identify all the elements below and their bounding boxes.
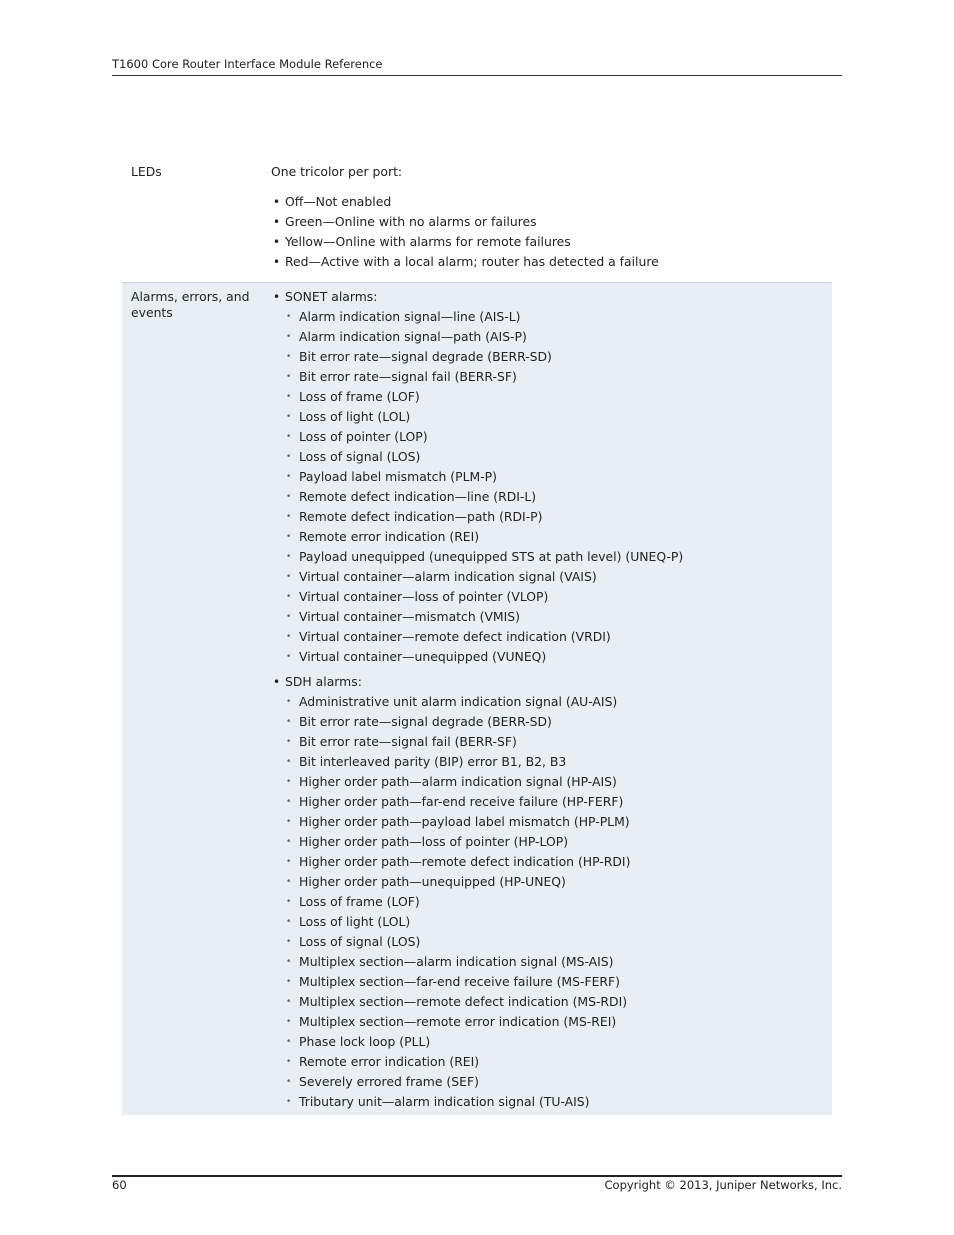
- spec-table: [122, 160, 832, 1115]
- sonet-alarm-item: • Virtual container—loss of pointer (VLOP): [285, 587, 832, 607]
- sonet-alarm-item: • Loss of light (LOL): [285, 407, 832, 427]
- sonet-alarm-item: • Virtual container—unequipped (VUNEQ): [285, 647, 832, 667]
- sonet-alarm-item: • Bit error rate—signal degrade (BERR-SD): [285, 347, 832, 367]
- sdh-alarm-item: • Bit error rate—signal fail (BERR-SF): [285, 732, 832, 752]
- copyright: Copyright © 2013, Juniper Networks, Inc.: [604, 1178, 842, 1192]
- leds-intro: One tricolor per port:: [271, 164, 403, 179]
- sonet-alarm-item: • Virtual container—alarm indication signal (VAIS): [285, 567, 832, 587]
- sdh-alarm-item: • Loss of frame (LOF): [285, 892, 832, 912]
- sdh-alarm-item: • Higher order path—payload label mismatch (HP-PLM): [285, 812, 832, 832]
- sdh-alarm-item: • Higher order path—loss of pointer (HP-LOP): [285, 832, 832, 852]
- sdh-alarm-item: • Multiplex section—far-end receive failure (MS-FERF): [285, 972, 832, 992]
- sonet-alarm-item: • Remote defect indication—path (RDI-P): [285, 507, 832, 527]
- sdh-alarm-item: • Higher order path—remote defect indication (HP-RDI): [285, 852, 832, 872]
- sdh-alarm-item: • Loss of light (LOL): [285, 912, 832, 932]
- sonet-alarm-item: • Virtual container—mismatch (VMIS): [285, 607, 832, 627]
- page-number: 60: [112, 1178, 127, 1192]
- row-value-leds: [271, 162, 832, 272]
- sonet-alarm-item: • Loss of signal (LOS): [285, 447, 832, 467]
- sonet-alarm-item: • Payload unequipped (unequipped STS at path level) (UNEQ-P): [285, 547, 832, 567]
- sdh-alarm-item: • Higher order path—far-end receive failure (HP-FERF): [285, 792, 832, 812]
- leds-list: [271, 192, 832, 272]
- sonet-alarm-item: • Bit error rate—signal fail (BERR-SF): [285, 367, 832, 387]
- row-label-alarms: Alarms, errors, and events: [131, 289, 250, 320]
- sonet-alarm-item: • Alarm indication signal—path (AIS-P): [285, 327, 832, 347]
- led-state-item: • Red—Active with a local alarm; router has detected a failure: [271, 252, 832, 272]
- sdh-group: [271, 672, 832, 1112]
- sdh-alarm-item: • Bit error rate—signal degrade (BERR-SD): [285, 712, 832, 732]
- sdh-alarm-item: • Multiplex section—alarm indication signal (MS-AIS): [285, 952, 832, 972]
- sdh-alarm-item: • Higher order path—alarm indication signal (HP-AIS): [285, 772, 832, 792]
- sonet-list: [285, 307, 832, 667]
- sonet-alarm-item: • Alarm indication signal—line (AIS-L): [285, 307, 832, 327]
- sonet-alarm-item: • Payload label mismatch (PLM-P): [285, 467, 832, 487]
- footer-rule: [112, 1175, 842, 1177]
- sdh-alarm-item: • Loss of signal (LOS): [285, 932, 832, 952]
- sdh-alarm-item: • Higher order path—unequipped (HP-UNEQ): [285, 872, 832, 892]
- sdh-alarm-item: • Severely errored frame (SEF): [285, 1072, 832, 1092]
- sonet-title: SONET alarms:: [285, 289, 378, 304]
- alarm-groups: [271, 287, 832, 1112]
- sdh-alarm-item: • Phase lock loop (PLL): [285, 1032, 832, 1052]
- led-state-item: • Off—Not enabled: [271, 192, 832, 212]
- sdh-alarm-item: • Tributary unit—alarm indication signal (TU-AIS): [285, 1092, 832, 1112]
- header-rule: [112, 75, 842, 76]
- led-state-item: • Yellow—Online with alarms for remote failures: [271, 232, 832, 252]
- sonet-alarm-item: • Remote error indication (REI): [285, 527, 832, 547]
- table-row-leds: [122, 160, 832, 282]
- row-value-alarms: [271, 287, 832, 1112]
- table-row-alarms: [122, 282, 832, 1115]
- sdh-alarm-item: • Multiplex section—remote defect indication (MS-RDI): [285, 992, 832, 1012]
- led-state-item: • Green—Online with no alarms or failures: [271, 212, 832, 232]
- running-header: T1600 Core Router Interface Module Reference: [112, 57, 383, 71]
- sonet-alarm-item: • Virtual container—remote defect indication (VRDI): [285, 627, 832, 647]
- sonet-group: [271, 287, 832, 667]
- sdh-list: [285, 692, 832, 1112]
- sdh-title: SDH alarms:: [285, 674, 362, 689]
- sdh-alarm-item: • Multiplex section—remote error indication (MS-REI): [285, 1012, 832, 1032]
- sdh-alarm-item: • Remote error indication (REI): [285, 1052, 832, 1072]
- sdh-alarm-item: • Bit interleaved parity (BIP) error B1, B2, B3: [285, 752, 832, 772]
- sdh-alarm-item: • Administrative unit alarm indication signal (AU-AIS): [285, 692, 832, 712]
- row-label-leds: LEDs: [131, 164, 162, 179]
- sonet-alarm-item: • Remote defect indication—line (RDI-L): [285, 487, 832, 507]
- sonet-alarm-item: • Loss of frame (LOF): [285, 387, 832, 407]
- sonet-alarm-item: • Loss of pointer (LOP): [285, 427, 832, 447]
